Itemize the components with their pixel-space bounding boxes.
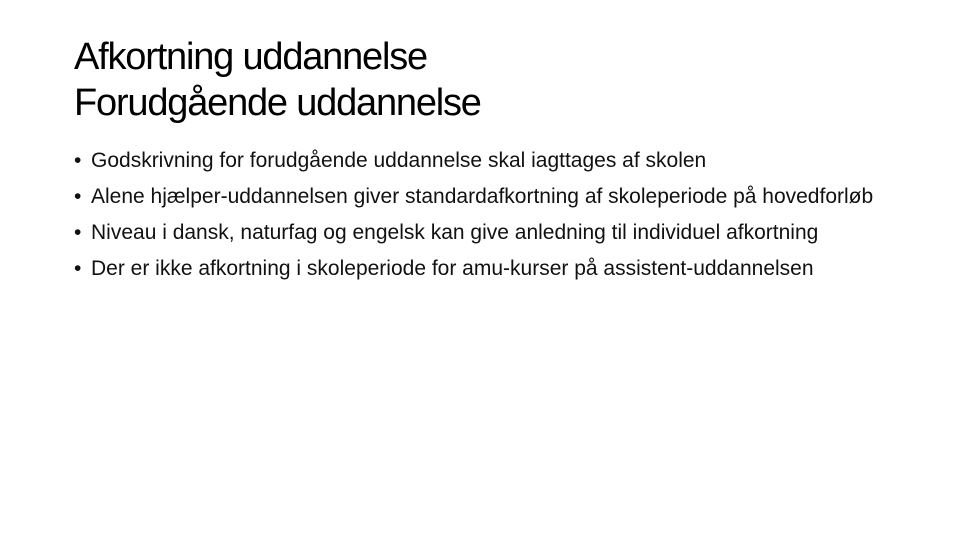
bullet-marker: • [74,257,82,280]
slide-title [74,34,894,126]
title-line-1: Afkortning uddannelse [74,36,427,78]
bullet-item [74,254,894,284]
bullet-item [74,218,894,248]
bullet-item [74,146,894,176]
bullet-list [74,146,894,290]
bullet-marker: • [74,185,82,208]
bullet-marker: • [74,221,82,244]
bullet-marker: • [74,149,82,172]
bullet-text: Alene hjælper-uddannelsen giver standardafkortning af skoleperiode på hovedforløb [91,185,874,208]
bullet-text: Godskrivning for forudgående uddannelse skal iagttages af skolen [91,149,707,172]
bullet-text: Der er ikke afkortning i skoleperiode for amu-kurser på assistent-uddannelsen [91,257,814,280]
bullet-text: Niveau i dansk, naturfag og engelsk kan give anledning til individuel afkortning [91,221,819,244]
bullet-item [74,182,894,212]
title-line-2: Forudgående uddannelse [74,82,481,124]
